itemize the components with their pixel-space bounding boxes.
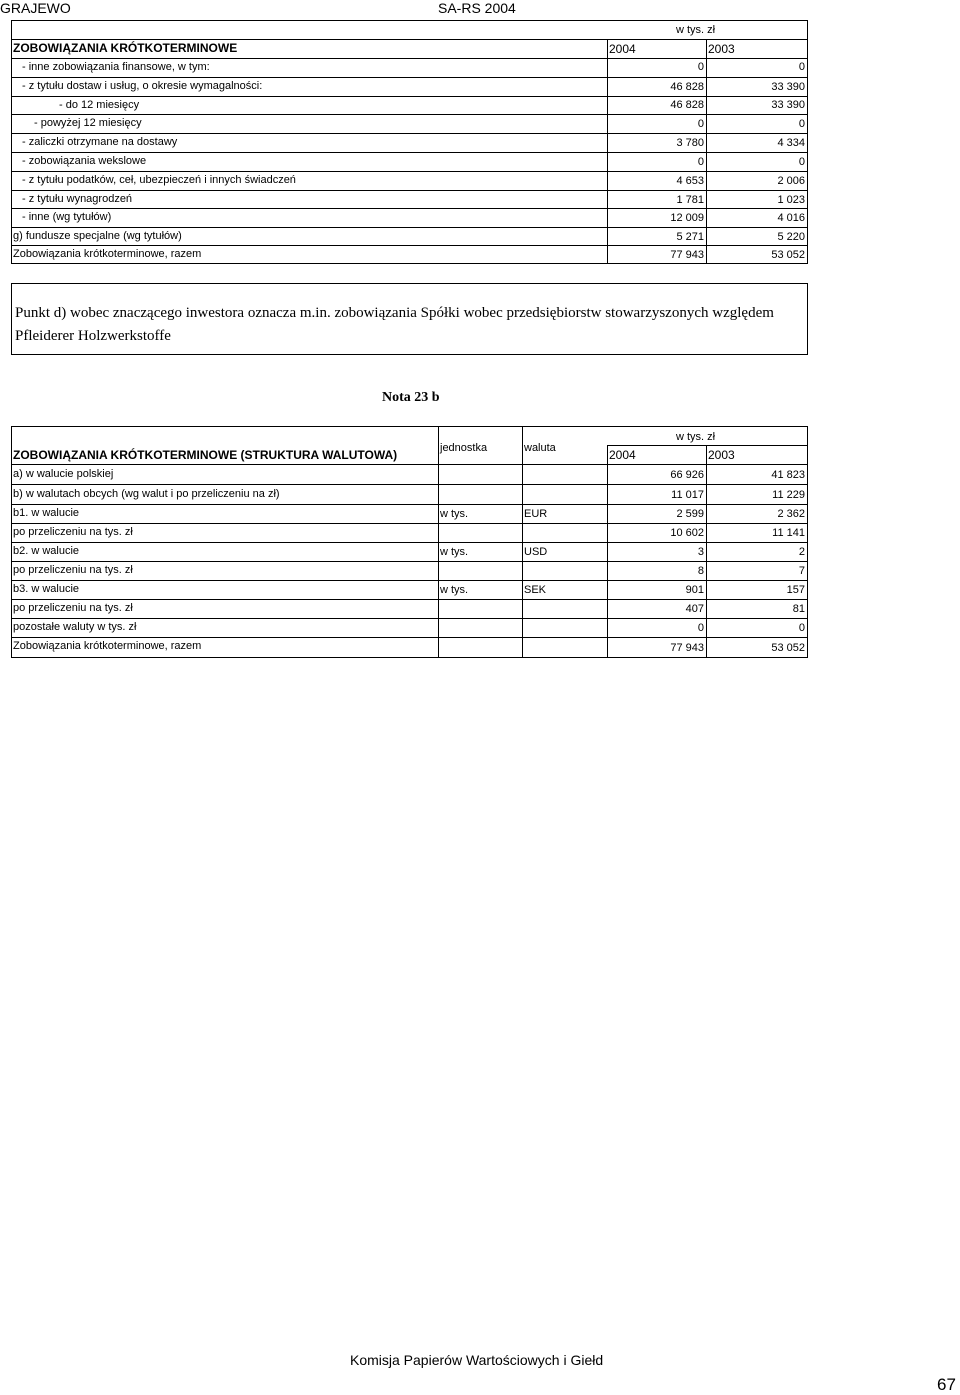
row-label: po przeliczeniu na tys. zł — [13, 602, 133, 614]
page-number: 67 — [937, 1375, 956, 1394]
row-unit: w tys. — [440, 584, 469, 596]
total-value-2003: 53 052 — [771, 642, 805, 654]
table-title: ZOBOWIĄZANIA KRÓTKOTERMINOWE — [13, 41, 238, 55]
table-title: ZOBOWIĄZANIA KRÓTKOTERMINOWE (STRUKTURA WALUTOWA) — [13, 448, 398, 462]
row-label: - zaliczki otrzymane na dostawy — [22, 136, 178, 148]
row-value-2003: 2 — [798, 546, 805, 558]
row-label: - z tytułu podatków, ceł, ubezpieczeń i innych świadczeń — [22, 174, 296, 186]
footer-text: Komisja Papierów Wartościowych i Giełd — [350, 1352, 604, 1368]
header-report: SA-RS 2004 — [438, 0, 516, 16]
row-value-2003: 41 823 — [771, 469, 805, 481]
row-value-2004: 46 828 — [670, 99, 704, 111]
row-label: b1. w walucie — [13, 507, 80, 519]
row-value-2003: 7 — [798, 565, 805, 577]
total-value-2004: 77 943 — [670, 249, 704, 261]
row-value-2004: 0 — [697, 622, 704, 634]
row-value-2003: 2 362 — [777, 508, 805, 520]
row-label: - inne zobowiązania finansowe, w tym: — [22, 61, 210, 73]
row-value-2003: 157 — [786, 584, 805, 596]
row-value-2004: 1 781 — [676, 194, 704, 206]
total-value-2003: 53 052 — [771, 249, 805, 261]
row-value-2003: 5 220 — [777, 231, 805, 243]
row-value-2004: 3 780 — [676, 137, 704, 149]
row-value-2004: 66 926 — [670, 469, 704, 481]
row-value-2003: 4 016 — [777, 212, 805, 224]
row-label: - do 12 miesięcy — [59, 99, 140, 111]
row-value-2004: 11 017 — [671, 489, 704, 501]
row-value-2004: 8 — [697, 565, 704, 577]
row-value-2003: 0 — [798, 118, 805, 130]
row-value-2004: 4 653 — [676, 175, 704, 187]
unit-label: w tys. zł — [676, 431, 716, 443]
note-text: Punkt d) wobec znaczącego inwestora oznacza m.in. zobowiązania Spółki wobec przedsiębiorstw stowarzyszonych względem Pfleiderer Holzwerkstoffe — [15, 305, 774, 344]
currency-structure-table — [11, 426, 808, 658]
row-label: - z tytułu wynagrodzeń — [22, 193, 133, 205]
row-value-2004: 12 009 — [670, 212, 704, 224]
year-2003-header: 2003 — [708, 448, 735, 462]
row-label: a) w walucie polskiej — [13, 468, 114, 480]
row-value-2003: 0 — [798, 61, 805, 73]
note-box — [11, 283, 808, 355]
row-value-2004: 3 — [697, 546, 704, 558]
row-value-2003: 2 006 — [777, 175, 805, 187]
row-label: po przeliczeniu na tys. zł — [13, 526, 133, 538]
row-label: b2. w walucie — [13, 545, 80, 557]
row-value-2004: 901 — [685, 584, 704, 596]
row-value-2003: 81 — [792, 603, 805, 615]
row-value-2004: 0 — [697, 61, 704, 73]
year-2004-header: 2004 — [609, 448, 636, 462]
row-value-2003: 11 141 — [772, 527, 805, 539]
unit-column-header: jednostka — [440, 442, 488, 454]
row-value-2004: 10 602 — [670, 527, 704, 539]
row-value-2003: 0 — [798, 622, 805, 634]
row-value-2004: 0 — [697, 118, 704, 130]
row-value-2003: 33 390 — [771, 99, 805, 111]
total-row-label: Zobowiązania krótkoterminowe, razem — [13, 640, 202, 652]
row-value-2003: 33 390 — [771, 81, 805, 93]
row-label: - powyżej 12 miesięcy — [34, 117, 142, 129]
row-unit: w tys. — [440, 508, 469, 520]
row-value-2003: 0 — [798, 156, 805, 168]
row-label: pozostałe waluty w tys. zł — [13, 621, 137, 633]
row-currency: USD — [524, 546, 548, 558]
unit-label: w tys. zł — [676, 24, 716, 36]
row-value-2003: 1 023 — [777, 194, 805, 206]
row-label: b3. w walucie — [13, 583, 80, 595]
row-currency: EUR — [524, 508, 548, 520]
row-value-2004: 0 — [697, 156, 704, 168]
row-label: po przeliczeniu na tys. zł — [13, 564, 133, 576]
row-label: b) w walutach obcych (wg walut i po przeliczeniu na zł) — [13, 488, 280, 500]
row-unit: w tys. — [440, 546, 469, 558]
currency-column-header: waluta — [524, 442, 556, 454]
row-label: - zobowiązania wekslowe — [22, 155, 147, 167]
year-2003-header: 2003 — [708, 42, 735, 56]
row-value-2003: 4 334 — [777, 137, 805, 149]
row-value-2004: 2 599 — [676, 508, 704, 520]
total-value-2004: 77 943 — [670, 642, 704, 654]
row-label: - z tytułu dostaw i usług, o okresie wymagalności: — [22, 80, 263, 92]
year-2004-header: 2004 — [609, 42, 636, 56]
row-label: - inne (wg tytułów) — [22, 211, 112, 223]
row-value-2004: 407 — [685, 603, 704, 615]
row-value-2003: 11 229 — [772, 489, 805, 501]
row-currency: SEK — [524, 584, 547, 596]
header-company: GRAJEWO — [0, 0, 71, 16]
nota-title: Nota 23 b — [382, 390, 440, 405]
row-label: g) fundusze specjalne (wg tytułów) — [13, 230, 182, 242]
liabilities-table — [11, 20, 808, 264]
row-value-2004: 5 271 — [676, 231, 704, 243]
total-row-label: Zobowiązania krótkoterminowe, razem — [13, 248, 202, 260]
row-value-2004: 46 828 — [670, 81, 704, 93]
